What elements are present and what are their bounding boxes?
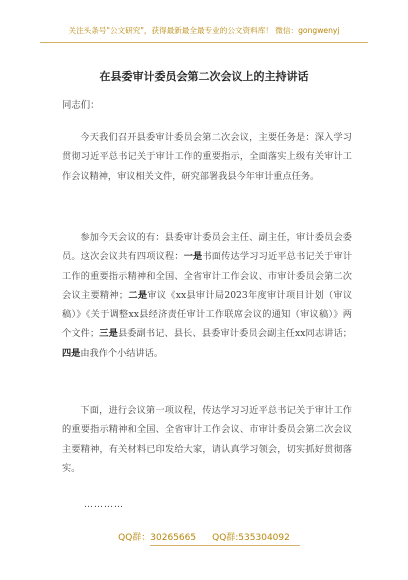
header-divider	[40, 42, 368, 43]
agenda-marker-3: 三是	[99, 328, 118, 340]
footer-qq-group-2: QQ群:535304092	[212, 533, 290, 543]
header-banner: 关注头条号"公文研究"，获得最新最全最专业的公文资料库！ 微信：gongwenyj	[68, 26, 340, 35]
paragraph-2	[62, 228, 352, 363]
paragraph-2-text-2: 书面传达学习习近平总书记关于审计工作的重要指示精神和全国、全省审计工作会议、市审计委员会第二次会议主要精神；	[62, 251, 353, 301]
paragraph-1: 今天我们召开县委审计委员会第二次会议，主要任务是：深入学习贯彻习近平总书记关于审计工作的重要指示，全面落实上级有关审计工作会议精神，审议相关文件，研究部署我县今年审计重点任务。	[62, 132, 352, 182]
footer	[0, 530, 408, 543]
paragraph-2-text-1: 参加今天会议的有：县委审计委员会主任、副主任，审计委员会委员。这次会议共有四项议程：	[62, 232, 352, 263]
footer-qq-group-1: QQ群：30265665	[118, 533, 197, 543]
agenda-marker-4: 四是	[62, 347, 81, 359]
paragraph-2-text-4: 县委副书记、县长、县委审计委员会副主任xx同志讲话；	[117, 328, 352, 340]
agenda-marker-1: 一是	[183, 251, 203, 263]
salutation: 同志们：	[62, 100, 100, 111]
footer-divider	[150, 545, 300, 546]
document-title: 在县委审计委员会第二次会议上的主持讲话	[99, 70, 309, 83]
paragraph-3: 下面，进行会议第一项议程，传达学习习近平总书记关于审计工作的重要指示精神和全国、全省审计工作会议、市审计委员会第二次会议主要精神，有关材料已印发给大家，请认真学习领会，切实抓好贯彻落实。	[62, 405, 352, 474]
ellipsis: …………	[84, 500, 124, 510]
paragraph-2-text-3: 审议《xx县审计局2023年度审计项目计划（审议稿）》《关于调整xx县经济责任审计工作联席会议的通知（审议稿）》两个文件；	[62, 289, 353, 340]
agenda-marker-2: 二是	[128, 289, 148, 301]
paragraph-2-text-5: 由我作个小结讲话。	[80, 347, 164, 359]
